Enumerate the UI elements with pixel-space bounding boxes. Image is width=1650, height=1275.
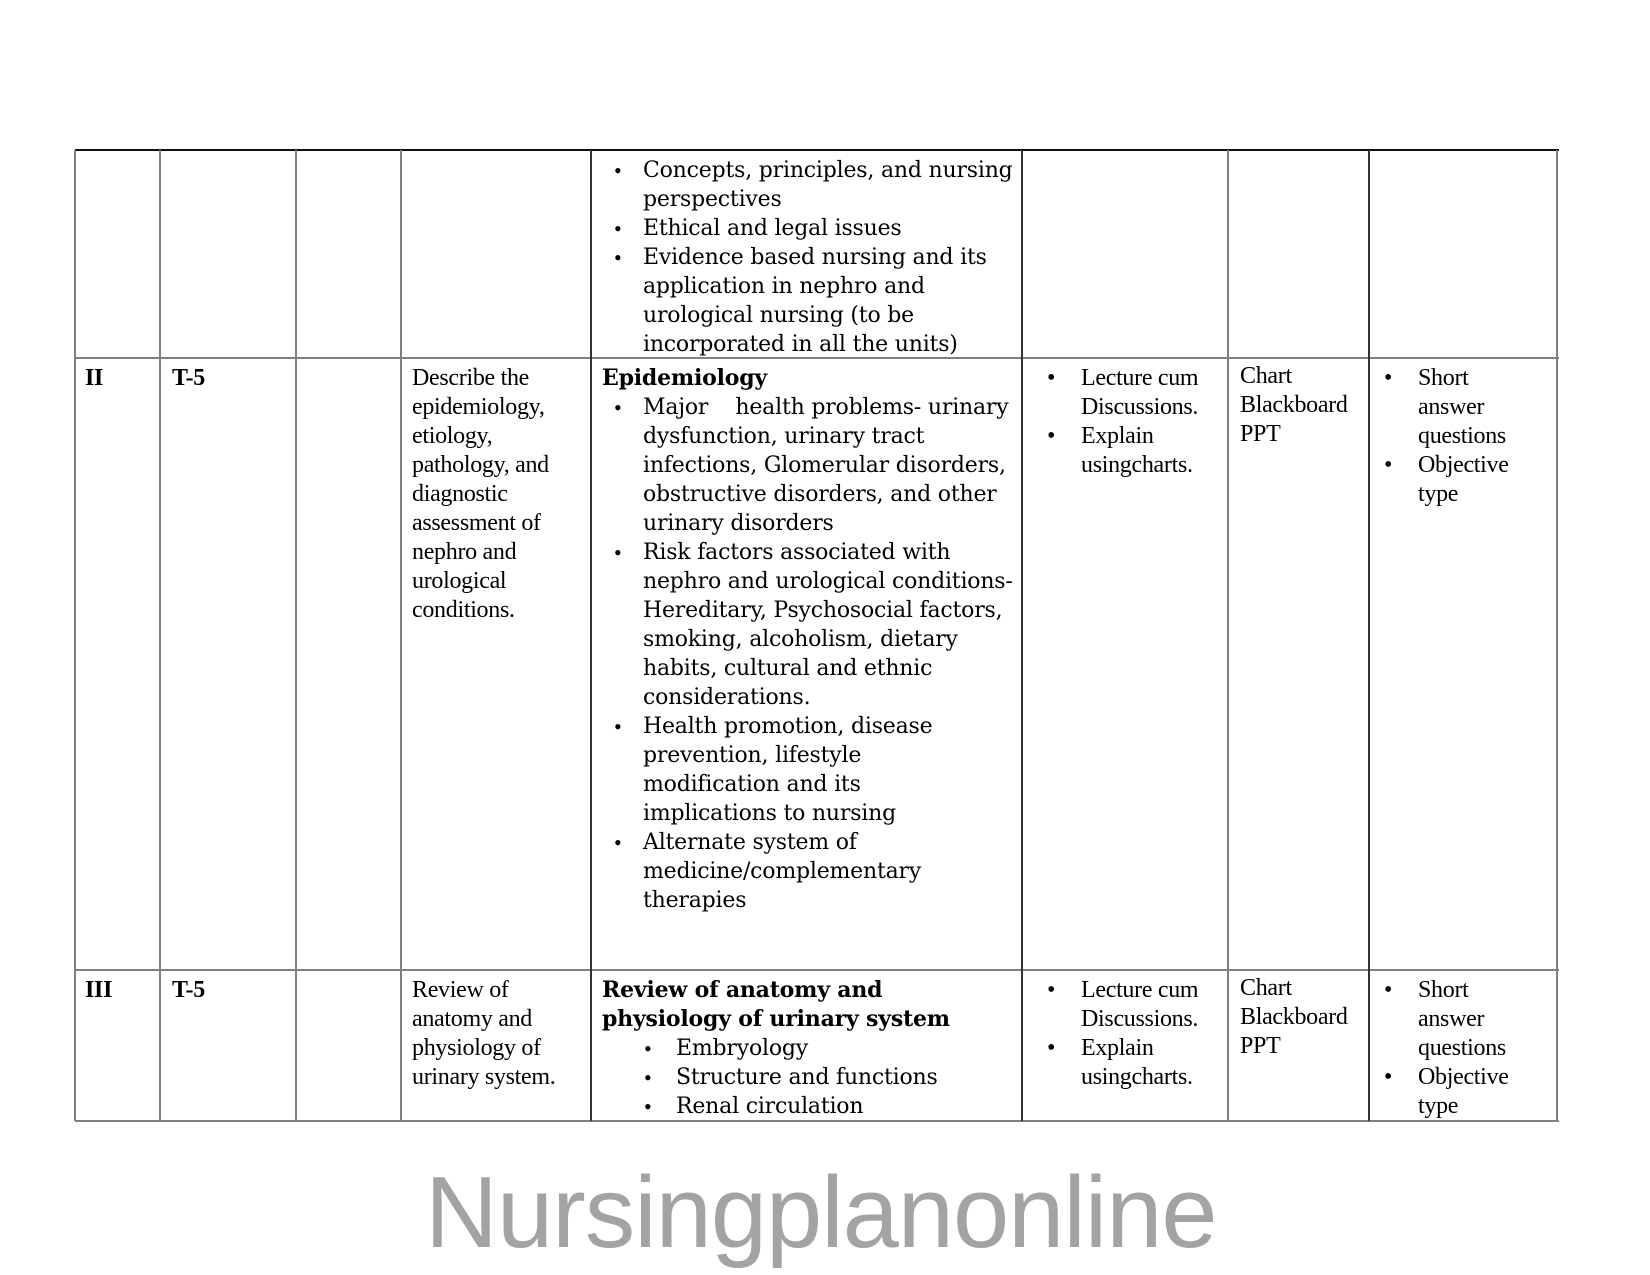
bullet-icon: •: [614, 714, 622, 739]
unit-cell: II: [85, 365, 104, 391]
aid-item: Blackboard: [1240, 392, 1348, 418]
list-item: [602, 393, 1017, 538]
method-text: Explain usingcharts.: [1081, 1035, 1193, 1090]
bullet-icon: •: [1047, 1035, 1056, 1061]
content-list: [602, 393, 1017, 915]
content-item-text: Major health problems- urinary dysfunction, urinary tract infections, Glomerular disorders, obstructive disorders, and other urinary disorders: [643, 395, 1016, 536]
teaching-method-cell: [1035, 976, 1225, 1092]
teaching-method-cell: [1035, 364, 1225, 480]
teaching-aids-cell: [1240, 974, 1370, 1061]
bullet-icon: •: [614, 830, 622, 855]
content-list: [602, 1034, 982, 1121]
content-item-text: Risk factors associated with nephro and urological conditions- Hereditary, Psychosocial factors, smoking, alcoholism, dietary habits, cultural and ethnic considerations.: [643, 540, 1013, 710]
content-cell: [602, 976, 982, 1121]
table-border-top: [75, 149, 1559, 151]
list-item: [602, 538, 1017, 712]
content-item-text: Concepts, principles, and nursing perspectives: [643, 158, 1013, 212]
list-item: [602, 712, 1017, 828]
content-heading: Review of anatomy and physiology of urinary system: [602, 977, 950, 1032]
content-item-text: Embryology: [676, 1036, 808, 1061]
bullet-icon: •: [1384, 1064, 1393, 1090]
bullet-icon: •: [614, 540, 622, 565]
content-item-text: Structure and functions: [676, 1065, 938, 1090]
assessment-cell: [1375, 364, 1545, 509]
content-item-text: Ethical and legal issues: [643, 216, 902, 241]
column-divider: [159, 150, 161, 1121]
column-divider: [1556, 150, 1558, 1121]
aid-item: PPT: [1240, 1033, 1281, 1059]
method-list: [1035, 976, 1225, 1092]
assessment-list: [1375, 976, 1545, 1121]
list-item: [1035, 1034, 1225, 1092]
content-list: [600, 156, 1015, 359]
row-divider: [75, 969, 1559, 971]
aid-item: Chart: [1240, 363, 1292, 389]
curriculum-table: [75, 150, 1557, 1121]
column-divider: [1021, 150, 1023, 1121]
list-item: [602, 1092, 982, 1121]
teaching-aids-cell: [1240, 362, 1370, 449]
list-item: [1035, 976, 1225, 1034]
assessment-text: Objective type: [1418, 1064, 1509, 1119]
bullet-icon: •: [1384, 452, 1393, 478]
column-divider: [295, 150, 297, 1121]
list-item: [600, 214, 1015, 243]
bullet-icon: •: [644, 1094, 652, 1119]
aid-item: Blackboard: [1240, 1004, 1348, 1030]
content-cell: [602, 364, 1017, 915]
list-item: [1375, 976, 1545, 1063]
column-divider: [1227, 150, 1229, 1121]
list-item: [600, 156, 1015, 214]
bullet-icon: •: [644, 1036, 652, 1061]
list-item: [1375, 1063, 1545, 1121]
assessment-text: Objective type: [1418, 452, 1509, 507]
method-list: [1035, 364, 1225, 480]
assessment-list: [1375, 364, 1545, 509]
list-item: [1375, 451, 1545, 509]
bullet-icon: •: [1047, 423, 1056, 449]
bullet-icon: •: [614, 395, 622, 420]
bullet-icon: •: [614, 158, 622, 183]
bullet-icon: •: [1384, 365, 1393, 391]
column-divider: [590, 150, 592, 1121]
list-item: [602, 828, 1017, 915]
time-cell: T-5: [172, 365, 205, 391]
method-text: Lecture cum Discussions.: [1081, 977, 1199, 1032]
aid-item: Chart: [1240, 975, 1292, 1001]
aid-item: PPT: [1240, 421, 1281, 447]
content-heading: Epidemiology: [602, 365, 767, 391]
column-divider: [400, 150, 402, 1121]
method-text: Explain usingcharts.: [1081, 423, 1193, 478]
list-item: [600, 243, 1015, 359]
bullet-icon: •: [1047, 977, 1056, 1003]
assessment-cell: [1375, 976, 1545, 1121]
unit-cell: III: [85, 977, 113, 1003]
list-item: [1035, 364, 1225, 422]
list-item: [602, 1034, 982, 1063]
watermark-text: Nursingplanonline: [425, 1157, 1217, 1269]
bullet-icon: •: [1047, 365, 1056, 391]
bullet-icon: •: [614, 216, 622, 241]
content-item-text: Health promotion, disease prevention, lifestyle modification and its implications to nursing: [643, 714, 933, 826]
list-item: [602, 1063, 982, 1092]
assessment-text: Short answer questions: [1418, 977, 1506, 1061]
assessment-text: Short answer questions: [1418, 365, 1506, 449]
content-item-text: Evidence based nursing and its application in nephro and urological nursing (to be incorporated in all the units): [643, 245, 987, 357]
list-item: [1375, 364, 1545, 451]
objective-cell: Review of anatomy and physiology of urinary system.: [412, 977, 556, 1090]
content-item-text: Alternate system of medicine/complementary therapies: [643, 830, 922, 913]
objective-cell: Describe the epidemiology, etiology, pathology, and diagnostic assessment of nephro and urological conditions.: [412, 365, 549, 623]
content-item-text: Renal circulation: [676, 1094, 864, 1119]
bullet-icon: •: [644, 1065, 652, 1090]
method-text: Lecture cum Discussions.: [1081, 365, 1199, 420]
bullet-icon: •: [1384, 977, 1393, 1003]
content-cell: [600, 156, 1015, 359]
time-cell: T-5: [172, 977, 205, 1003]
list-item: [1035, 422, 1225, 480]
column-divider: [74, 150, 76, 1121]
bullet-icon: •: [614, 245, 622, 270]
